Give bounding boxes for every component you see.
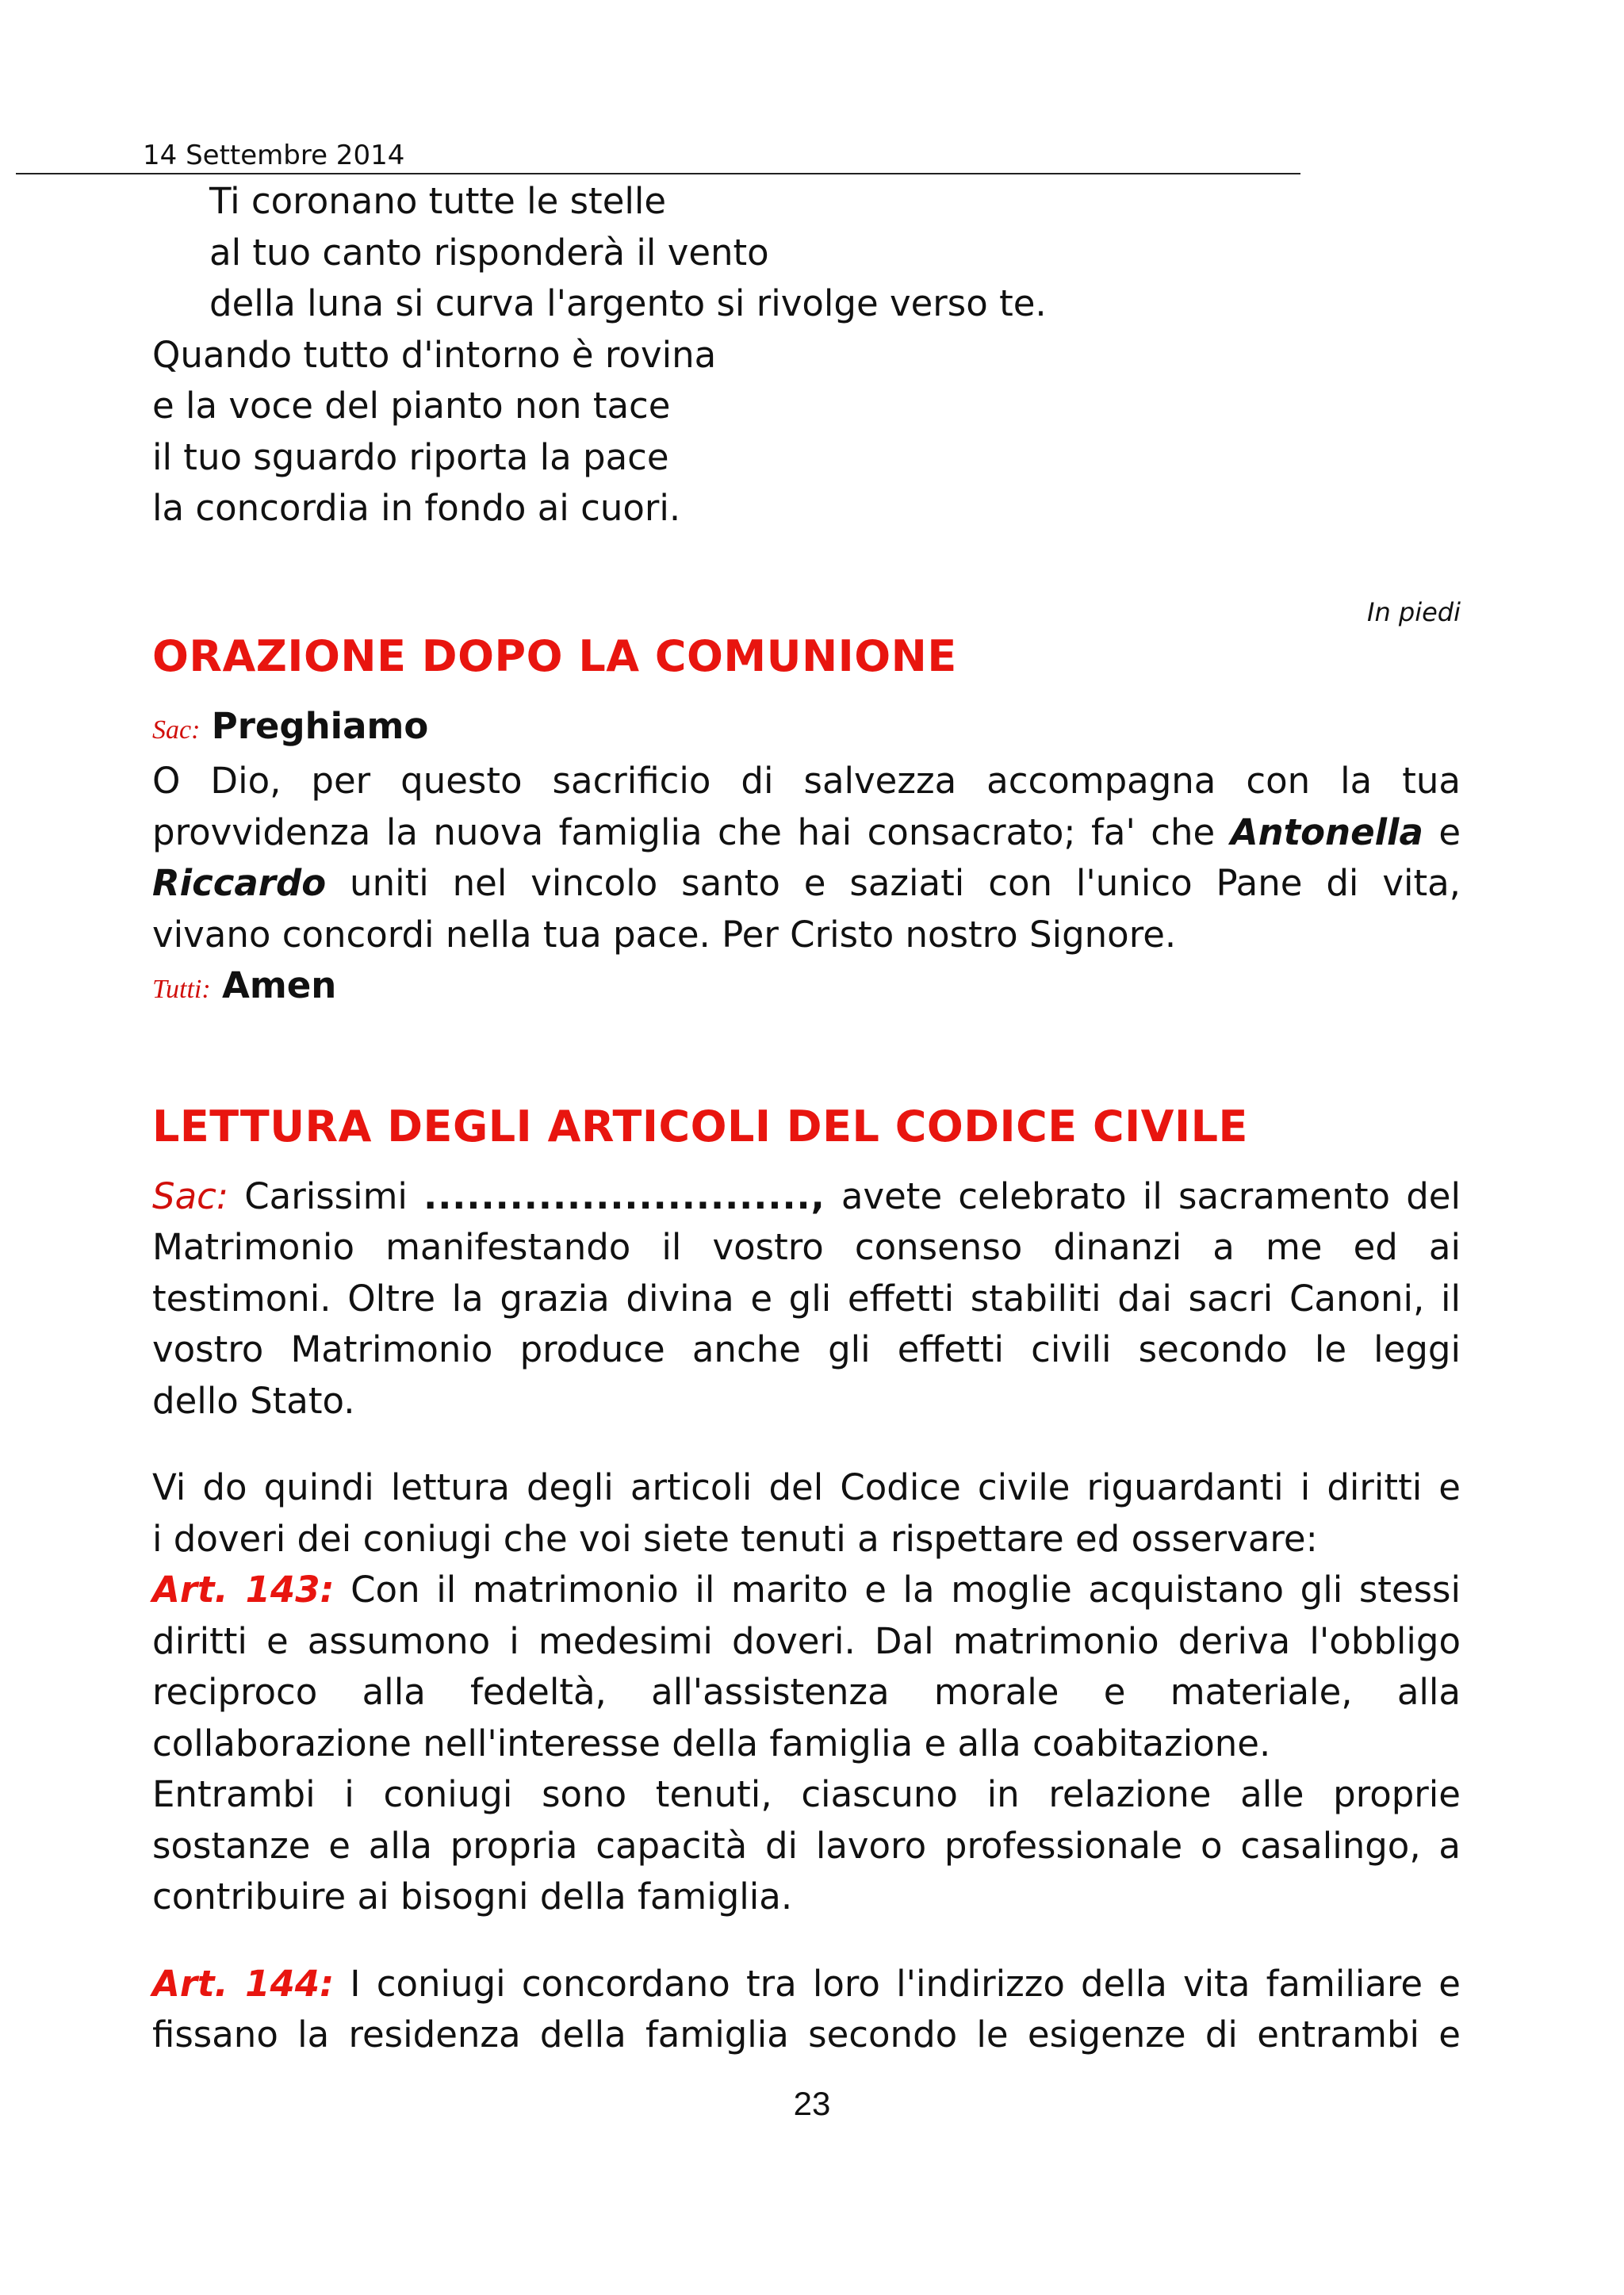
prayer-line bbox=[152, 858, 1461, 910]
page-content bbox=[152, 176, 1461, 2061]
intro-line: testimoni. Oltre la grazia divina e gli effetti stabiliti dai sacri Canoni, il bbox=[152, 1277, 1461, 1320]
name-antonella: Antonella bbox=[1230, 810, 1423, 853]
hymn-line: e la voce del pianto non tace bbox=[152, 385, 671, 427]
prayer-line: vivano concordi nella tua pace. Per Cristo nostro Signore. bbox=[152, 913, 1177, 956]
hymn-line: della luna si curva l'argento si rivolge verso te. bbox=[209, 282, 1047, 324]
hymn-line: la concordia in fondo ai cuori. bbox=[152, 487, 681, 529]
section-title-codice-civile: LETTURA DEGLI ARTICOLI DEL CODICE CIVILE bbox=[152, 1101, 1248, 1151]
intro-line: Matrimonio manifestando il vostro consenso dinanzi a me ed ai bbox=[152, 1226, 1461, 1268]
speaker-label-sac: Sac: bbox=[152, 1174, 229, 1217]
article-143-label: Art. 143: bbox=[152, 1569, 335, 1611]
name-placeholder-dots: ..........................., bbox=[423, 1174, 825, 1217]
article-143 bbox=[152, 1565, 1461, 1923]
section-title-orazione: ORAZIONE DOPO LA COMUNIONE bbox=[152, 630, 957, 681]
reading-paragraph bbox=[152, 1462, 1461, 1565]
intro-line-text: avete celebrato il sacramento del bbox=[841, 1174, 1461, 1217]
prayer-line-text: uniti nel vincolo santo e saziati con l'unico Pane di vita, bbox=[350, 862, 1461, 904]
hymn-line: al tuo canto risponderà il vento bbox=[209, 231, 769, 274]
article-line bbox=[152, 1565, 1461, 1616]
article-line-text: I coniugi concordano tra loro l'indirizzo della vita familiare e bbox=[350, 1962, 1461, 2005]
rubric-in-piedi: In piedi bbox=[1367, 596, 1461, 627]
hymn-line: Quando tutto d'intorno è rovina bbox=[152, 333, 717, 376]
intro-line: dello Stato. bbox=[152, 1379, 355, 1422]
hymn-line: Ti coronano tutte le stelle bbox=[209, 180, 667, 222]
article-144-label: Art. 144: bbox=[152, 1962, 335, 2005]
page-number: 23 bbox=[793, 2085, 831, 2122]
paragraph-gap bbox=[152, 1923, 1461, 1959]
article-line-text: Con il matrimonio il marito e la moglie acquistano gli stessi bbox=[350, 1569, 1461, 1611]
reading-line: i doveri dei coniugi che voi siete tenuti a rispettare ed osservare: bbox=[152, 1517, 1318, 1560]
intro-line: vostro Matrimonio produce anche gli effetti civili secondo le leggi bbox=[152, 1328, 1461, 1370]
intro-paragraph bbox=[152, 1171, 1461, 1427]
hymn-line: il tuo sguardo riporta la pace bbox=[152, 435, 669, 478]
sac-preghiamo-line bbox=[152, 701, 1461, 757]
article-line bbox=[152, 1959, 1461, 2010]
article-line: Entrambi i coniugi sono tenuti, ciascuno in relazione alle proprie bbox=[152, 1773, 1461, 1815]
header-date: 14 Settembre 2014 bbox=[143, 140, 405, 171]
prayer-line-text: provvidenza la nuova famiglia che hai consacrato; fa' che bbox=[152, 810, 1216, 853]
intro-line bbox=[152, 1171, 1461, 1223]
tutti-amen-line bbox=[152, 960, 1461, 1016]
prayer-line: O Dio, per questo sacrificio di salvezza accompagna con la tua bbox=[152, 760, 1461, 802]
preghiamo-text: Preghiamo bbox=[211, 704, 429, 747]
intro-start: Carissimi bbox=[244, 1174, 408, 1217]
article-line: diritti e assumono i medesimi doveri. Dal matrimonio deriva l'obbligo bbox=[152, 1619, 1461, 1662]
paragraph-gap bbox=[152, 1427, 1461, 1462]
speaker-label-sac: Sac: bbox=[152, 715, 201, 745]
article-line: reciproco alla fedeltà, all'assistenza morale e materiale, alla bbox=[152, 1671, 1461, 1713]
article-line: collaborazione nell'interesse della famiglia e alla coabitazione. bbox=[152, 1722, 1271, 1764]
prayer-paragraph bbox=[152, 756, 1461, 960]
article-144 bbox=[152, 1959, 1461, 2061]
prayer-conjunction: e bbox=[1438, 810, 1461, 853]
hymn-verse bbox=[152, 176, 1461, 534]
page-header bbox=[16, 138, 1300, 174]
prayer-line bbox=[152, 807, 1461, 859]
article-line: contribuire ai bisogni della famiglia. bbox=[152, 1875, 793, 1918]
speaker-label-tutti: Tutti: bbox=[152, 975, 211, 1004]
amen-text: Amen bbox=[222, 964, 337, 1006]
article-line: fissano la residenza della famiglia secondo le esigenze di entrambi e bbox=[152, 2013, 1461, 2056]
article-line: sostanze e alla propria capacità di lavoro professionale o casalingo, a bbox=[152, 1824, 1461, 1867]
name-riccardo: Riccardo bbox=[152, 862, 327, 904]
reading-line: Vi do quindi lettura degli articoli del Codice civile riguardanti i diritti e bbox=[152, 1466, 1461, 1508]
